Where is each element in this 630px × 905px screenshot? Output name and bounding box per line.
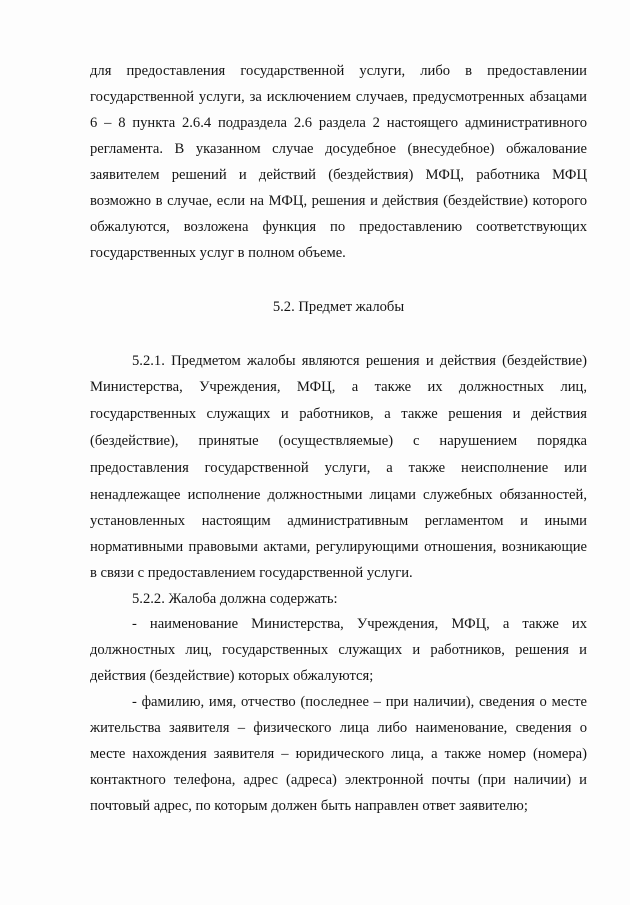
section-heading: 5.2. Предмет жалобы [272,299,405,315]
text-line: в связи с предоставлением государственной услуги. [90,565,413,581]
text-line: установленных настоящим административным регламентом и иными [90,513,587,529]
text-line: 6 – 8 пункта 2.6.4 подраздела 2.6 раздела 2 настоящего административного [90,115,587,131]
text-line: 5.2.1. Предметом жалобы являются решения и действия (бездействие) [132,353,587,369]
text-line: должностных лиц, государственных служащих и работников, решения и [90,642,587,658]
text-line: Министерства, Учреждения, МФЦ, а также их должностных лиц, [90,379,587,395]
text-line: - фамилию, имя, отчество (последнее – при наличии), сведения о месте [132,694,587,710]
text-line: почтовый адрес, по которым должен быть направлен ответ заявителю; [90,798,528,814]
text-line: жительства заявителя – физического лица либо наименование, сведения о [90,720,587,736]
text-line: предоставления государственной услуги, а также неисполнение или [90,460,587,476]
text-line: возможно в случае, если на МФЦ, решения и действия (бездействие) которого [90,193,587,209]
text-line: месте нахождения заявителя – юридического лица, а также номер (номера) [90,746,587,762]
text-line: государственной услуги, за исключением случаев, предусмотренных абзацами [90,89,587,105]
text-line: нормативными правовыми актами, регулирующими отношения, возникающие [90,539,587,555]
text-line: - наименование Министерства, Учреждения, МФЦ, а также их [132,616,587,632]
text-line: регламента. В указанном случае досудебное (внесудебное) обжалование [90,141,587,157]
text-line: контактного телефона, адрес (адреса) электронной почты (при наличии) и [90,772,587,788]
text-line: 5.2.2. Жалоба должна содержать: [132,591,338,607]
text-line: действия (бездействие) которых обжалуются; [90,668,374,684]
text-line: обжалуются, возложена функция по предоставлению соответствующих [90,219,587,235]
text-line: ненадлежащее исполнение должностными лицами служебных обязанностей, [90,487,587,503]
text-line: для предоставления государственной услуги, либо в предоставлении [90,63,587,79]
text-line: государственных услуг в полном объеме. [90,245,346,261]
text-line: заявителем решений и действий (бездействия) МФЦ, работника МФЦ [90,167,587,183]
text-line: (бездействие), принятые (осуществляемые) с нарушением порядка [90,433,587,449]
text-line: государственных служащих и работников, а также решения и действия [90,406,587,422]
